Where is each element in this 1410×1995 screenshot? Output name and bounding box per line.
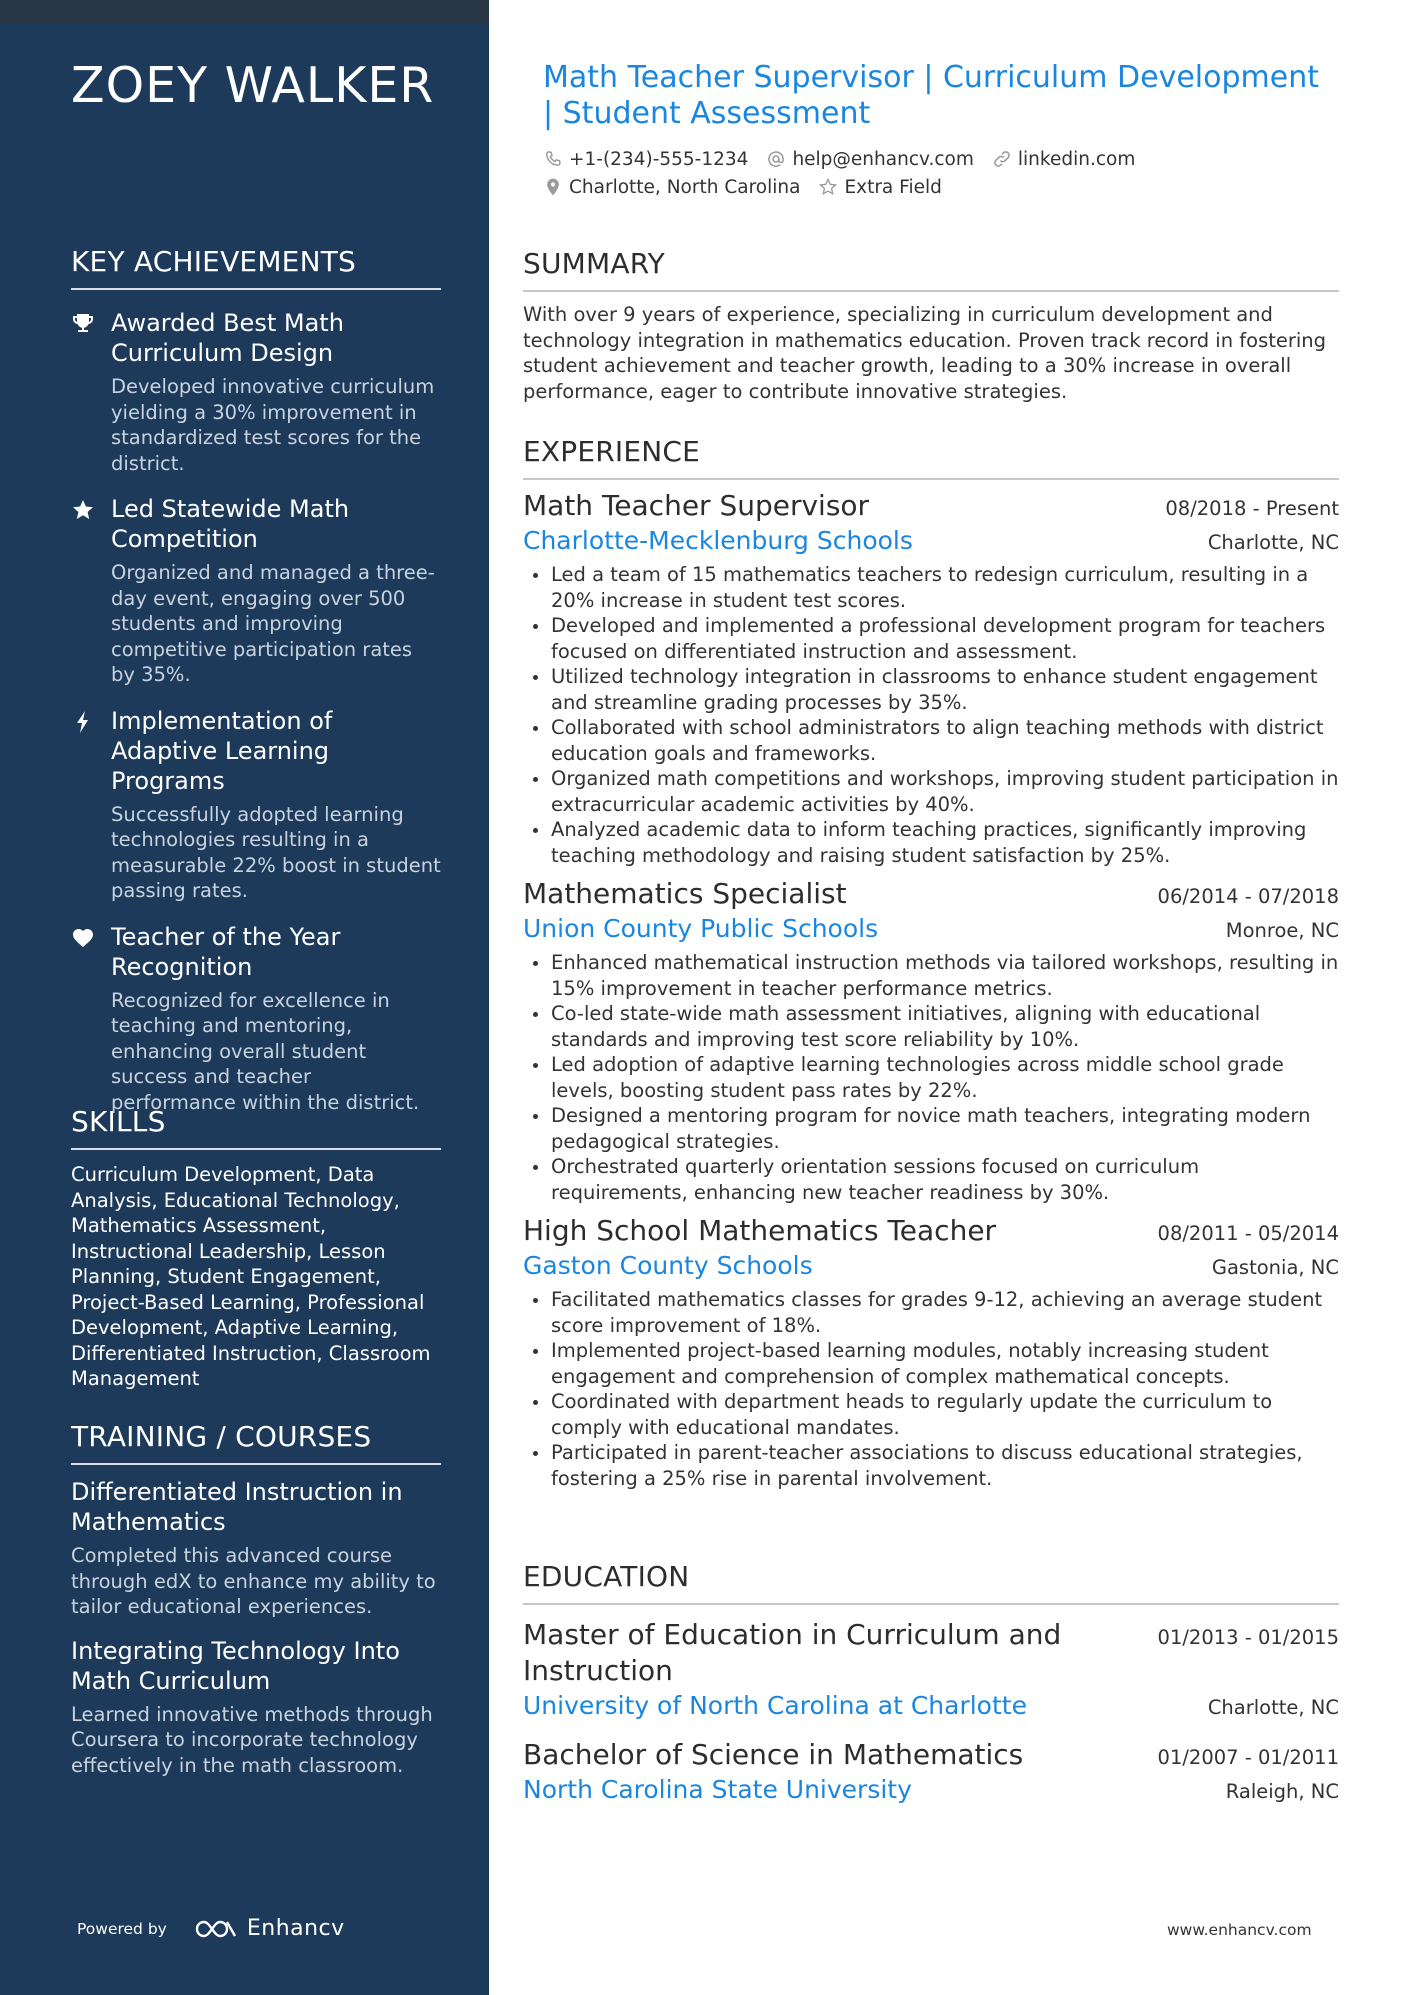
experience-heading: EXPERIENCE	[523, 435, 1339, 480]
bullet-item: Facilitated mathematics classes for grades 9-12, achieving an average student score improvement of 18%.	[523, 1287, 1339, 1338]
key-achievements-heading: KEY ACHIEVEMENTS	[71, 245, 441, 290]
heart-icon	[71, 926, 95, 950]
powered-by-label: Powered by	[77, 1919, 167, 1938]
bullet-item: Collaborated with school administrators to align teaching methods with district education goals and frameworks.	[523, 715, 1339, 766]
job-location: Monroe, NC	[1225, 919, 1339, 942]
extra-field-text: Extra Field	[844, 176, 942, 198]
trophy-icon	[71, 312, 95, 336]
skills-list: Curriculum Development, Data Analysis, Educational Technology, Mathematics Assessment, Instructional Leadership, Lesson Planning, Student Engagement, Project-Based Learning, Professional Development, Adaptive Learning, Differentiated Instruction, Classroom Management	[71, 1163, 431, 1390]
bullet-item: Led adoption of adaptive learning technologies across middle school grade levels, boosting student pass rates by 22%.	[523, 1052, 1339, 1103]
course-description: Completed this advanced course through edX to enhance my ability to tailor educational experiences.	[71, 1544, 436, 1618]
footer-url[interactable]: www.enhancv.com	[1167, 1921, 1312, 1939]
achievement-description: Developed innovative curriculum yielding a 30% improvement in standardized test scores for the district.	[111, 375, 435, 475]
bullet-item: Led a team of 15 mathematics teachers to redesign curriculum, resulting in a 20% increase in student test scores.	[523, 562, 1339, 613]
achievement-title: Led Statewide Math Competition	[111, 495, 350, 553]
achievement-item	[71, 706, 441, 904]
school-location: Charlotte, NC	[1207, 1696, 1339, 1719]
education-heading: EDUCATION	[523, 1560, 1339, 1605]
skills-heading: SKILLS	[71, 1105, 441, 1150]
course-title: Integrating Technology Into Math Curriculum	[71, 1636, 400, 1695]
bullet-item: Developed and implemented a professional development program for teachers focused on differentiated instruction and assessment.	[523, 613, 1339, 664]
course-title: Differentiated Instruction in Mathematics	[71, 1478, 403, 1536]
bullet-item: Analyzed academic data to inform teaching practices, significantly improving teaching methodology and raising student satisfaction by 25%.	[523, 817, 1339, 868]
bullet-item: Designed a mentoring program for novice math teachers, integrating modern pedagogical strategies.	[523, 1103, 1339, 1154]
bullet-item: Orchestrated quarterly orientation sessions focused on curriculum requirements, enhancing new teacher readiness by 30%.	[523, 1154, 1339, 1205]
contact-info	[543, 148, 1333, 204]
location-pin-icon	[543, 177, 563, 197]
job-location: Gastonia, NC	[1211, 1256, 1339, 1279]
job-company: Union County Public Schools	[523, 914, 879, 943]
bullet-item: Participated in parent-teacher associations to discuss educational strategies, fostering a 25% rise in parental involvement.	[523, 1440, 1339, 1491]
school-location: Raleigh, NC	[1225, 1780, 1339, 1803]
linkedin-text: linkedin.com	[1017, 148, 1136, 170]
summary-text: With over 9 years of experience, specializing in curriculum development and technology integration in mathematics education. Proven track record in fostering student achievement and teacher growth, leading to a 30% increase in overall performance, eager to contribute innovative strategies.	[523, 303, 1327, 403]
achievement-title: Implementation of Adaptive Learning Programs	[111, 706, 333, 795]
school-name: North Carolina State University	[523, 1775, 912, 1804]
at-icon	[766, 149, 786, 169]
bullet-item: Co-led state-wide math assessment initiatives, aligning with educational standards and improving test score reliability by 10%.	[523, 1001, 1339, 1052]
education-dates: 01/2007 - 01/2011	[1157, 1746, 1339, 1769]
link-icon	[992, 149, 1012, 169]
enhancv-logo[interactable]	[193, 1916, 345, 1941]
phone-icon	[543, 149, 563, 169]
job-location: Charlotte, NC	[1207, 531, 1339, 554]
bullet-item: Organized math competitions and workshops, improving student participation in extracurricular academic activities by 40%.	[523, 766, 1339, 817]
job-dates: 08/2018 - Present	[1165, 497, 1339, 520]
job-bullets	[523, 950, 1339, 1205]
phone-text: +1-(234)-555-1234	[569, 148, 749, 170]
job-bullets	[523, 562, 1339, 868]
resume-headline: Math Teacher Supervisor | Curriculum Development | Student Assessment	[543, 60, 1319, 131]
key-achievements-section	[71, 245, 441, 1115]
experience-section	[523, 435, 1339, 1491]
bullet-item: Coordinated with department heads to regularly update the curriculum to comply with educational mandates.	[523, 1389, 1339, 1440]
course-description: Learned innovative methods through Coursera to incorporate technology effectively in the math classroom.	[71, 1702, 433, 1777]
job-entry	[523, 488, 1339, 868]
education-entry	[523, 1737, 1339, 1807]
extra-field-contact	[818, 177, 941, 198]
enhancv-logo-text: Enhancv	[246, 1916, 345, 1941]
achievement-title: Awarded Best Math Curriculum Design	[111, 309, 344, 367]
bullet-item: Utilized technology integration in classrooms to enhance student engagement and streamline grading processes by 35%.	[523, 664, 1339, 715]
training-section	[71, 1420, 441, 1778]
training-heading: TRAINING / COURSES	[71, 1420, 441, 1465]
location-text: Charlotte, North Carolina	[569, 176, 801, 198]
degree-title: Bachelor of Science in Mathematics	[523, 1738, 1024, 1771]
location-contact	[543, 177, 800, 198]
job-title: Mathematics Specialist	[523, 877, 847, 910]
job-bullets	[523, 1287, 1339, 1491]
education-dates: 01/2013 - 01/2015	[1157, 1626, 1339, 1649]
job-entry	[523, 1213, 1339, 1491]
achievement-description: Organized and managed a three-day event, engaging over 500 students and improving competitive participation rates by 35%.	[111, 561, 435, 686]
star-outline-icon	[818, 177, 838, 197]
enhancv-logo-icon	[193, 1917, 239, 1941]
course-item	[71, 1477, 441, 1620]
education-entry	[523, 1617, 1339, 1723]
achievement-item	[71, 494, 441, 688]
summary-heading: SUMMARY	[523, 247, 1339, 292]
achievement-title: Teacher of the Year Recognition	[111, 922, 341, 981]
job-entry	[523, 876, 1339, 1205]
achievement-item	[71, 308, 441, 476]
sidebar	[0, 0, 489, 1995]
bullet-item: Implemented project-based learning modules, notably increasing student engagement and comprehension of complex mathematical concepts.	[523, 1338, 1339, 1389]
star-icon	[71, 498, 95, 522]
job-dates: 08/2011 - 05/2014	[1157, 1222, 1339, 1245]
skills-section	[71, 1105, 441, 1392]
achievement-description: Successfully adopted learning technologies resulting in a measurable 22% boost in student passing rates.	[111, 802, 441, 902]
contact-row	[543, 148, 1333, 170]
email-contact[interactable]	[766, 149, 973, 170]
degree-title: Master of Education in Curriculum and Instruction	[523, 1618, 1062, 1687]
achievement-description: Recognized for excellence in teaching and mentoring, enhancing overall student success and teacher performance within the district.	[111, 988, 420, 1114]
linkedin-contact[interactable]	[992, 149, 1135, 170]
phone-contact[interactable]	[543, 149, 748, 170]
job-title: High School Mathematics Teacher	[523, 1214, 997, 1247]
education-section	[523, 1560, 1339, 1807]
powered-by	[77, 1916, 345, 1941]
bolt-icon	[71, 710, 95, 734]
bullet-item: Enhanced mathematical instruction methods via tailored workshops, resulting in 15% improvement in teacher performance metrics.	[523, 950, 1339, 1001]
contact-row	[543, 176, 1333, 198]
job-company: Gaston County Schools	[523, 1251, 813, 1280]
course-item	[71, 1636, 441, 1779]
summary-section	[523, 247, 1339, 404]
achievement-item	[71, 922, 441, 1116]
sidebar-top-bar	[0, 0, 489, 23]
candidate-name: ZOEY WALKER	[71, 57, 435, 114]
job-title: Math Teacher Supervisor	[523, 489, 870, 522]
email-text: help@enhancv.com	[792, 148, 974, 170]
school-name: University of North Carolina at Charlotte	[523, 1691, 1027, 1720]
job-company: Charlotte-Mecklenburg Schools	[523, 526, 913, 555]
job-dates: 06/2014 - 07/2018	[1157, 885, 1339, 908]
